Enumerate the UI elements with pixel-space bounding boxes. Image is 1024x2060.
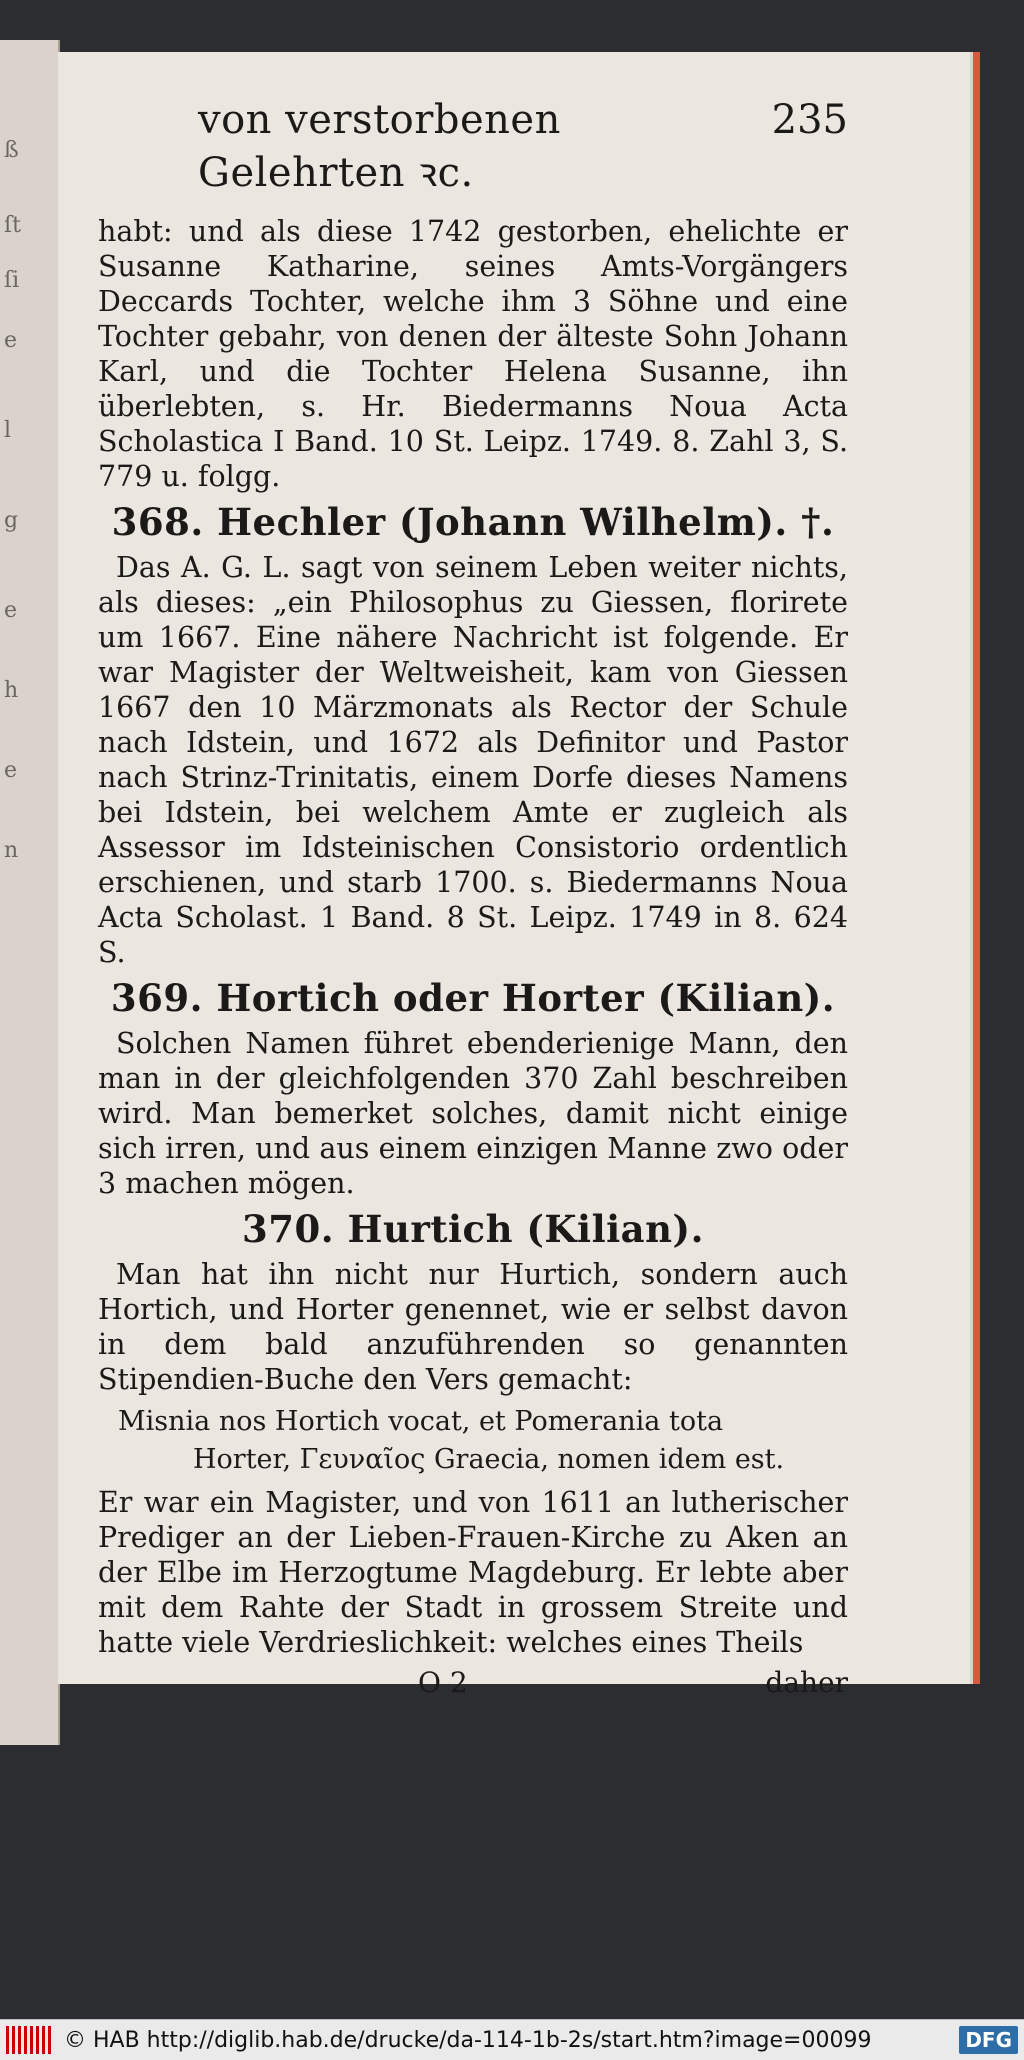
- page-number: 235: [771, 97, 848, 143]
- catchword: daher: [765, 1666, 848, 1699]
- page-footer: [98, 1666, 848, 1699]
- running-head: von verstorbenen Gelehrten ꝛc.: [198, 97, 561, 196]
- page-header: [98, 97, 848, 198]
- entry-370-text: Man hat ihn nicht nur Hurtich, sondern auch Hortich, und Horter genennet, wie er selbst davon in dem bald anzuführenden so genannten Stipendien-Buche den Vers gemacht:: [98, 1258, 848, 1396]
- entry-369-text: Solchen Namen führet ebenderienige Mann, den man in der gleichfolgenden 370 Zahl beschreiben wird. Man bemerket solches, damit nicht einige sich irren, und aus einem einzigen Manne zwo oder 3 machen mögen.: [98, 1027, 848, 1200]
- dfg-logo: DFG: [959, 2026, 1018, 2054]
- barcode-icon: [6, 2026, 54, 2054]
- entry-368-text: Das A. G. L. sagt von seinem Leben weiter nichts, als dieses: „ein Philosophus zu Giessen, florirete um 1667. Eine nähere Nachricht ist folgende. Er war Magister der Weltweisheit, kam von Giessen 1667 den 10 Märzmonats als Rector der Schule nach Idstein, und 1672 als Definitor und Pastor nach Strinz-Trinitatis, einem Dorfe dieses Namens bei Idstein, bei welchem Amte er zugleich als Assessor im Idsteinischen Consistorio ordentlich erschienen, und starb 1700. s. Biedermanns Noua Acta Scholast. 1 Band. 8 St. Leipz. 1749 in 8. 624 S.: [98, 551, 848, 969]
- page-content: [98, 97, 848, 1699]
- paragraph-continuation: habt: und als diese 1742 gestorben, ehelichte er Susanne Katharine, seines Amts-Vorgängers Deccards Tochter, welche ihm 3 Söhne und eine Tochter gebahr, von denen der älteste Sohn Johann Karl, und die Tochter Helena Susanne, ihn überlebten, s. Hr. Biedermanns Noua Acta Scholastica I Band. 10 St. Leipz. 1749. 8. Zahl 3, S. 779 u. folgg.: [98, 215, 848, 493]
- verse-line-2: Horter, Γευναῖος Graecia, nomen idem est.: [193, 1444, 785, 1475]
- entry-370-text-continued: Er war ein Magister, und von 1611 an lutherischer Prediger an der Lieben-Frauen-Kirche zu Aken an der Elbe im Herzogtume Magdeburg. Er lebte aber mit dem Rahte der Stadt in grossem Streite und hatte viele Verdrieslichkeit: welches eines Theils: [98, 1486, 848, 1659]
- entry-368-heading: 368. Hechler (Johann Wilhelm). †.: [111, 500, 835, 544]
- entry-369-heading: 369. Hortich oder Horter (Kilian).: [110, 976, 836, 1020]
- entry-370-heading: 370. Hurtich (Kilian).: [242, 1207, 704, 1251]
- verse-line-1: Misnia nos Hortich vocat, et Pomerania tota: [118, 1406, 724, 1437]
- verse-quote: [98, 1403, 848, 1479]
- book-page: [58, 52, 970, 1699]
- facing-page-edge: ß ſt ſi e l g e h e n: [0, 40, 60, 1745]
- viewer-statusbar: [0, 2019, 1024, 2060]
- signature-mark: O 2: [418, 1666, 468, 1699]
- copyright-url[interactable]: © HAB http://diglib.hab.de/drucke/da-114-1b-2s/start.htm?image=00099: [64, 2027, 872, 2053]
